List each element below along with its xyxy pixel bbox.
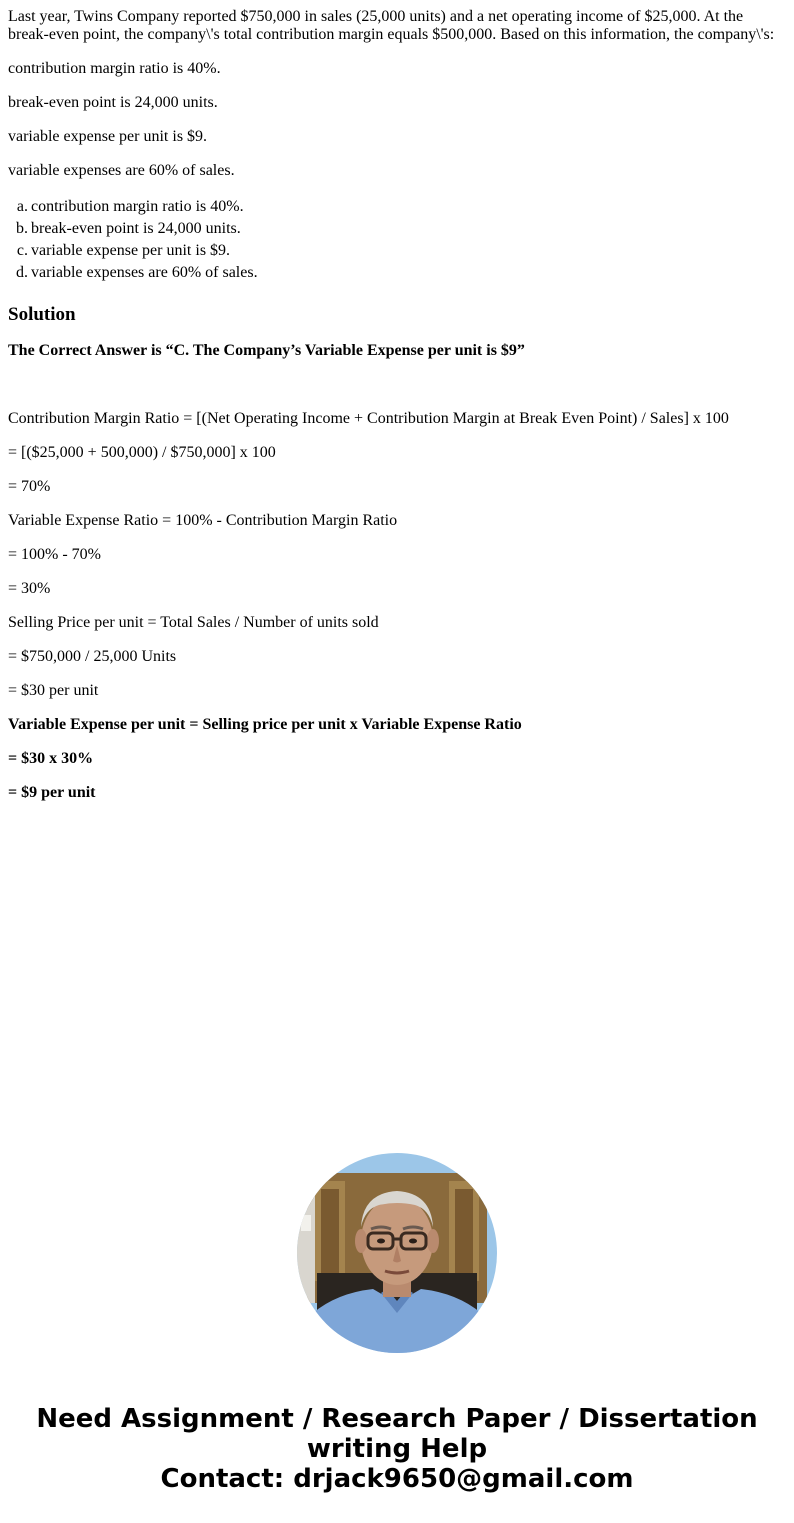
solution-step-bold: Variable Expense per unit = Selling price per unit x Variable Expense Ratio [8, 716, 522, 733]
solution-step-bold: = $9 per unit [8, 784, 96, 801]
promo-line-1: Need Assignment / Research Paper / Dissertation [36, 1404, 758, 1434]
choice-text: contribution margin ratio is 40%. [31, 198, 244, 215]
choice-marker: a. [16, 198, 28, 215]
solution-step: = [($25,000 + 500,000) / $750,000] x 100 [8, 444, 276, 461]
solution-step: Selling Price per unit = Total Sales / Number of units sold [8, 614, 379, 631]
choice-text: variable expenses are 60% of sales. [31, 264, 258, 281]
solution-step: = 70% [8, 478, 51, 495]
document-body [8, 8, 786, 802]
choice-b [8, 218, 786, 240]
choice-c [8, 240, 786, 262]
option-paragraph-1: contribution margin ratio is 40%. [8, 60, 221, 77]
solution-heading: Solution [8, 304, 76, 325]
spacer [8, 360, 786, 394]
tutor-avatar-icon [297, 1153, 497, 1353]
choice-marker: b. [16, 220, 28, 237]
solution-step: Contribution Margin Ratio = [(Net Operating Income + Contribution Margin at Break Even Point) / Sales] x 100 [8, 410, 729, 427]
choice-a [8, 196, 786, 218]
promo-contact: Contact: drjack9650@gmail.com [160, 1464, 634, 1494]
solution-step: = 100% - 70% [8, 546, 102, 563]
solution-step: Variable Expense Ratio = 100% - Contribution Margin Ratio [8, 512, 398, 529]
avatar-portrait-icon [297, 1153, 497, 1353]
question-text: Last year, Twins Company reported $750,000 in sales (25,000 units) and a net operating income of $25,000. At the break-even point, the company\'s total contribution margin equals $500,000. Based on this information, the company\'s: [8, 8, 775, 43]
option-paragraph-3: variable expense per unit is $9. [8, 128, 208, 145]
solution-step: = $750,000 / 25,000 Units [8, 648, 177, 665]
choice-marker: d. [16, 264, 28, 281]
correct-answer: The Correct Answer is “C. The Company’s Variable Expense per unit is $9” [8, 342, 525, 359]
choice-text: variable expense per unit is $9. [31, 242, 231, 259]
choice-marker: c. [16, 242, 28, 259]
promo-line-2: writing Help [306, 1434, 488, 1464]
promo-banner [0, 1404, 794, 1494]
solution-step: = 30% [8, 580, 51, 597]
option-paragraph-4: variable expenses are 60% of sales. [8, 162, 235, 179]
option-paragraph-2: break-even point is 24,000 units. [8, 94, 218, 111]
choice-text: break-even point is 24,000 units. [31, 220, 241, 237]
answer-choices-list [8, 196, 786, 284]
choice-d [8, 262, 786, 284]
solution-step: = $30 per unit [8, 682, 99, 699]
solution-step-bold: = $30 x 30% [8, 750, 94, 767]
